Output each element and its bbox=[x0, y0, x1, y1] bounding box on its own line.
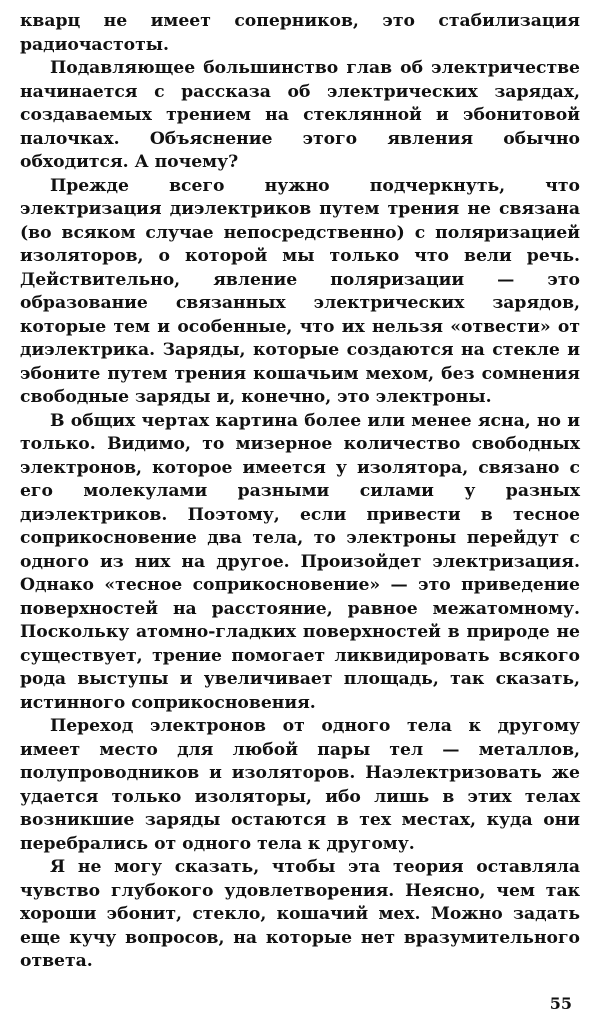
paragraph-conclusion: Я не могу сказать, чтобы эта теория оставляла чувство глубокого удовлетворения. Неясно, чем так хороши эбонит, стекло, кошачий мех. Можно задать еще кучу вопросов, на которые нет вразумительного ответа. bbox=[20, 857, 580, 971]
paragraph-charges-intro: Подавляющее большинство глав об электричестве начинается с рассказа об электрических зарядах, создаваемых трением на стеклянной и эбонитовой палочках. Объяснение этого явления обычно обходится. А почему? bbox=[20, 58, 580, 172]
paragraph-electron-transfer: Переход электронов от одного тела к другому имеет место для любой пары тел — металлов, полупроводников и изоляторов. Наэлектризовать же удается только изоляторы, ибо лишь в этих телах возникшие заряды остаются в тех местах, куда они перебрались от одного тела к другому. bbox=[20, 716, 580, 854]
paragraph-polarization: Прежде всего нужно подчеркнуть, что электризация диэлектриков путем трения не связана (во всяком случае непосредственно) с поляризацией изоляторов, о которой мы только что вели речь. Действительно, явление поляризации — это образование связанных электрических зарядов, которые тем и особенные, что их нельзя «отвести» от диэлектрика. Заряды, которые создаются на стекле и эбоните путем трения кошачьим мехом, без сомнения свободные заряды и, конечно, это электроны. bbox=[20, 175, 580, 407]
paragraph-general-picture: В общих чертах картина более или менее ясна, но и только. Видимо, то мизерное количество свободных электронов, которое имеется у изолятора, связано с его молекулами разными силами у разных диэлектриков. Поэтому, если привести в тесное соприкосновение два тела, то электроны перейдут с одного из них на другое. Произойдет электризация. Однако «тесное соприкосновение» — это приведение поверхностей на расстояние, равное межатомному. Поскольку атомно-гладких поверхностей в природе не существует, трение помогает ликвидировать всякого рода выступы и увеличивает площадь, так сказать, истинного соприкосновения. bbox=[20, 410, 580, 713]
page-number: 55 bbox=[549, 994, 572, 1013]
paragraph-continued: кварц не имеет соперников, это стабилизация радиочастоты. bbox=[20, 11, 580, 55]
